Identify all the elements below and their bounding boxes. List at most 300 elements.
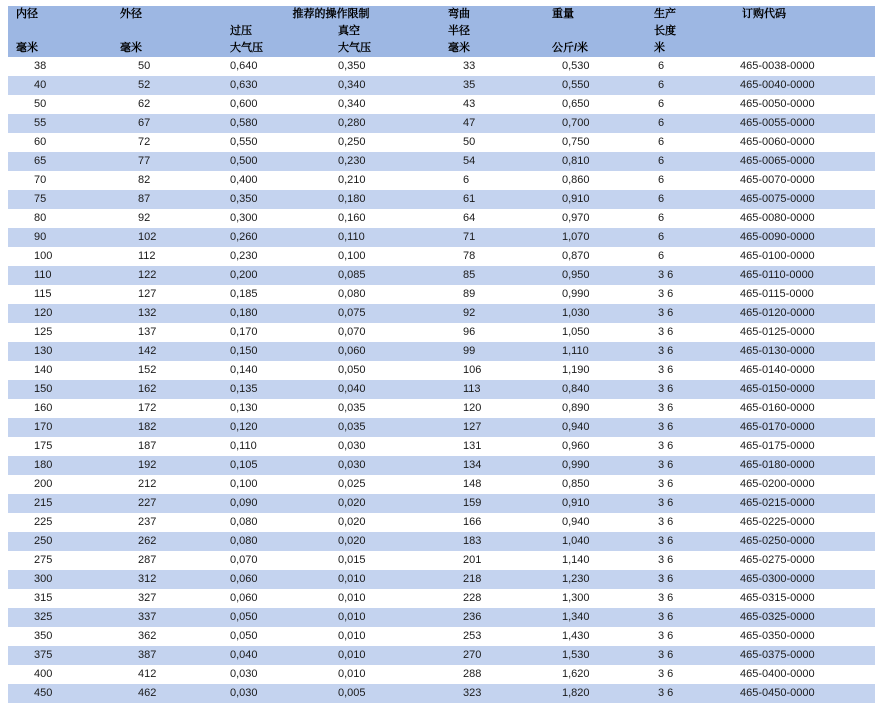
table-row [8,285,875,304]
cell-vacuum: 0,010 [330,608,440,627]
cell-outer-diameter: 62 [112,95,222,114]
cell-order-code: 465-0080-0000 [734,209,875,228]
cell-bend-radius: 166 [440,513,544,532]
cell-vacuum: 0,085 [330,266,440,285]
cell-order-code: 465-0180-0000 [734,456,875,475]
cell-outer-diameter: 142 [112,342,222,361]
cell-inner-diameter: 60 [8,133,112,152]
cell-outer-diameter: 237 [112,513,222,532]
cell-inner-diameter: 315 [8,589,112,608]
table-row [8,570,875,589]
cell-vacuum: 0,100 [330,247,440,266]
table-row [8,76,875,95]
cell-inner-diameter: 70 [8,171,112,190]
cell-inner-diameter: 350 [8,627,112,646]
cell-weight: 1,820 [544,684,646,703]
cell-weight: 1,620 [544,665,646,684]
header-row-2 [8,23,875,40]
cell-overpressure: 0,060 [222,589,330,608]
cell-bend-radius: 50 [440,133,544,152]
cell-bend-radius: 288 [440,665,544,684]
cell-vacuum: 0,030 [330,456,440,475]
cell-overpressure: 0,135 [222,380,330,399]
cell-length: 3 6 [646,456,734,475]
cell-vacuum: 0,030 [330,437,440,456]
cell-overpressure: 0,150 [222,342,330,361]
unit-length-m: 米 [646,40,734,57]
cell-vacuum: 0,210 [330,171,440,190]
cell-bend-radius: 64 [440,209,544,228]
unit-overpressure-atm: 大气压 [222,40,330,57]
cell-length: 3 6 [646,684,734,703]
cell-overpressure: 0,070 [222,551,330,570]
table-row [8,228,875,247]
cell-overpressure: 0,030 [222,665,330,684]
cell-outer-diameter: 72 [112,133,222,152]
cell-length: 3 6 [646,627,734,646]
spec-table [8,6,875,703]
cell-vacuum: 0,180 [330,190,440,209]
cell-weight: 0,990 [544,456,646,475]
cell-inner-diameter: 300 [8,570,112,589]
cell-inner-diameter: 170 [8,418,112,437]
cell-order-code: 465-0170-0000 [734,418,875,437]
cell-inner-diameter: 250 [8,532,112,551]
cell-vacuum: 0,025 [330,475,440,494]
table-row [8,494,875,513]
cell-overpressure: 0,230 [222,247,330,266]
table-row [8,475,875,494]
cell-bend-radius: 43 [440,95,544,114]
cell-length: 6 [646,228,734,247]
cell-length: 3 6 [646,418,734,437]
header-bend: 弯曲 [440,6,544,23]
cell-inner-diameter: 225 [8,513,112,532]
table-row [8,304,875,323]
cell-outer-diameter: 52 [112,76,222,95]
cell-vacuum: 0,010 [330,665,440,684]
cell-overpressure: 0,050 [222,608,330,627]
header-row-1 [8,6,875,23]
table-row [8,608,875,627]
cell-order-code: 465-0350-0000 [734,627,875,646]
cell-outer-diameter: 92 [112,209,222,228]
cell-order-code: 465-0300-0000 [734,570,875,589]
cell-weight: 1,070 [544,228,646,247]
header-length: 长度 [646,23,734,40]
cell-inner-diameter: 175 [8,437,112,456]
cell-overpressure: 0,030 [222,684,330,703]
cell-bend-radius: 99 [440,342,544,361]
table-row [8,646,875,665]
cell-order-code: 465-0125-0000 [734,323,875,342]
cell-outer-diameter: 182 [112,418,222,437]
table-row [8,665,875,684]
cell-bend-radius: 148 [440,475,544,494]
cell-overpressure: 0,550 [222,133,330,152]
cell-overpressure: 0,080 [222,513,330,532]
cell-length: 6 [646,133,734,152]
cell-outer-diameter: 187 [112,437,222,456]
table-row [8,323,875,342]
cell-bend-radius: 323 [440,684,544,703]
cell-outer-diameter: 87 [112,190,222,209]
cell-overpressure: 0,500 [222,152,330,171]
table-row [8,114,875,133]
cell-order-code: 465-0090-0000 [734,228,875,247]
cell-weight: 1,140 [544,551,646,570]
cell-bend-radius: 33 [440,57,544,76]
cell-vacuum: 0,340 [330,76,440,95]
cell-outer-diameter: 112 [112,247,222,266]
cell-order-code: 465-0400-0000 [734,665,875,684]
cell-weight: 0,700 [544,114,646,133]
cell-outer-diameter: 362 [112,627,222,646]
cell-overpressure: 0,200 [222,266,330,285]
header-radius: 半径 [440,23,544,40]
cell-order-code: 465-0325-0000 [734,608,875,627]
cell-bend-radius: 253 [440,627,544,646]
table-row [8,247,875,266]
header-order-code: 订购代码 [734,6,875,23]
cell-outer-diameter: 127 [112,285,222,304]
cell-vacuum: 0,340 [330,95,440,114]
table-row [8,152,875,171]
cell-length: 3 6 [646,532,734,551]
table-row [8,589,875,608]
cell-vacuum: 0,040 [330,380,440,399]
cell-order-code: 465-0315-0000 [734,589,875,608]
table-row [8,437,875,456]
cell-order-code: 465-0110-0000 [734,266,875,285]
cell-length: 3 6 [646,589,734,608]
cell-outer-diameter: 172 [112,399,222,418]
cell-outer-diameter: 192 [112,456,222,475]
cell-inner-diameter: 115 [8,285,112,304]
cell-order-code: 465-0225-0000 [734,513,875,532]
cell-length: 3 6 [646,342,734,361]
cell-overpressure: 0,260 [222,228,330,247]
table-body [8,57,875,703]
cell-weight: 0,750 [544,133,646,152]
cell-weight: 1,230 [544,570,646,589]
cell-overpressure: 0,105 [222,456,330,475]
cell-order-code: 465-0040-0000 [734,76,875,95]
cell-bend-radius: 113 [440,380,544,399]
cell-order-code: 465-0075-0000 [734,190,875,209]
cell-inner-diameter: 90 [8,228,112,247]
table-row [8,418,875,437]
cell-inner-diameter: 160 [8,399,112,418]
cell-vacuum: 0,015 [330,551,440,570]
cell-outer-diameter: 67 [112,114,222,133]
cell-inner-diameter: 65 [8,152,112,171]
cell-inner-diameter: 40 [8,76,112,95]
cell-order-code: 465-0450-0000 [734,684,875,703]
cell-outer-diameter: 412 [112,665,222,684]
cell-bend-radius: 71 [440,228,544,247]
unit-vacuum-atm: 大气压 [330,40,440,57]
cell-inner-diameter: 38 [8,57,112,76]
cell-vacuum: 0,020 [330,494,440,513]
cell-weight: 1,050 [544,323,646,342]
cell-weight: 0,530 [544,57,646,76]
cell-vacuum: 0,010 [330,589,440,608]
unit-weight: 公斤/米 [544,40,646,57]
cell-outer-diameter: 312 [112,570,222,589]
cell-outer-diameter: 212 [112,475,222,494]
cell-bend-radius: 85 [440,266,544,285]
cell-vacuum: 0,010 [330,570,440,589]
cell-outer-diameter: 337 [112,608,222,627]
cell-weight: 0,970 [544,209,646,228]
header-row-3 [8,40,875,57]
cell-inner-diameter: 110 [8,266,112,285]
table-row [8,684,875,703]
cell-overpressure: 0,050 [222,627,330,646]
cell-weight: 0,810 [544,152,646,171]
cell-length: 3 6 [646,475,734,494]
cell-overpressure: 0,185 [222,285,330,304]
cell-bend-radius: 92 [440,304,544,323]
cell-vacuum: 0,020 [330,532,440,551]
cell-order-code: 465-0140-0000 [734,361,875,380]
cell-vacuum: 0,035 [330,399,440,418]
cell-bend-radius: 106 [440,361,544,380]
cell-bend-radius: 183 [440,532,544,551]
cell-inner-diameter: 120 [8,304,112,323]
cell-order-code: 465-0100-0000 [734,247,875,266]
cell-length: 3 6 [646,437,734,456]
cell-outer-diameter: 387 [112,646,222,665]
cell-outer-diameter: 262 [112,532,222,551]
cell-overpressure: 0,180 [222,304,330,323]
table-row [8,171,875,190]
table-row [8,361,875,380]
cell-weight: 1,530 [544,646,646,665]
cell-bend-radius: 131 [440,437,544,456]
cell-order-code: 465-0200-0000 [734,475,875,494]
cell-length: 6 [646,114,734,133]
cell-overpressure: 0,140 [222,361,330,380]
cell-length: 6 [646,95,734,114]
cell-outer-diameter: 327 [112,589,222,608]
cell-length: 6 [646,190,734,209]
cell-length: 3 6 [646,551,734,570]
cell-length: 3 6 [646,304,734,323]
cell-vacuum: 0,080 [330,285,440,304]
cell-bend-radius: 201 [440,551,544,570]
cell-vacuum: 0,060 [330,342,440,361]
cell-order-code: 465-0375-0000 [734,646,875,665]
cell-order-code: 465-0120-0000 [734,304,875,323]
cell-order-code: 465-0050-0000 [734,95,875,114]
cell-weight: 0,910 [544,190,646,209]
cell-order-code: 465-0038-0000 [734,57,875,76]
cell-weight: 0,940 [544,513,646,532]
cell-bend-radius: 159 [440,494,544,513]
cell-weight: 0,870 [544,247,646,266]
cell-outer-diameter: 132 [112,304,222,323]
cell-length: 3 6 [646,570,734,589]
cell-inner-diameter: 140 [8,361,112,380]
cell-overpressure: 0,130 [222,399,330,418]
cell-length: 3 6 [646,608,734,627]
cell-inner-diameter: 400 [8,665,112,684]
cell-order-code: 465-0215-0000 [734,494,875,513]
cell-outer-diameter: 152 [112,361,222,380]
cell-vacuum: 0,020 [330,513,440,532]
cell-length: 3 6 [646,323,734,342]
cell-inner-diameter: 200 [8,475,112,494]
cell-overpressure: 0,630 [222,76,330,95]
cell-overpressure: 0,350 [222,190,330,209]
cell-bend-radius: 228 [440,589,544,608]
cell-bend-radius: 89 [440,285,544,304]
cell-weight: 0,860 [544,171,646,190]
table-row [8,266,875,285]
cell-length: 3 6 [646,646,734,665]
cell-bend-radius: 120 [440,399,544,418]
cell-weight: 0,550 [544,76,646,95]
cell-inner-diameter: 130 [8,342,112,361]
cell-length: 6 [646,152,734,171]
cell-weight: 1,040 [544,532,646,551]
cell-order-code: 465-0070-0000 [734,171,875,190]
cell-inner-diameter: 50 [8,95,112,114]
cell-vacuum: 0,070 [330,323,440,342]
cell-bend-radius: 218 [440,570,544,589]
cell-inner-diameter: 180 [8,456,112,475]
cell-inner-diameter: 215 [8,494,112,513]
unit-inner-mm: 毫米 [8,40,112,57]
cell-bend-radius: 236 [440,608,544,627]
cell-order-code: 465-0130-0000 [734,342,875,361]
cell-outer-diameter: 82 [112,171,222,190]
cell-overpressure: 0,110 [222,437,330,456]
cell-length: 6 [646,76,734,95]
cell-bend-radius: 47 [440,114,544,133]
cell-length: 3 6 [646,380,734,399]
cell-outer-diameter: 122 [112,266,222,285]
cell-length: 3 6 [646,361,734,380]
cell-length: 3 6 [646,266,734,285]
cell-vacuum: 0,110 [330,228,440,247]
cell-weight: 1,110 [544,342,646,361]
cell-overpressure: 0,120 [222,418,330,437]
cell-inner-diameter: 150 [8,380,112,399]
cell-vacuum: 0,280 [330,114,440,133]
cell-overpressure: 0,400 [222,171,330,190]
cell-vacuum: 0,350 [330,57,440,76]
cell-overpressure: 0,090 [222,494,330,513]
cell-outer-diameter: 102 [112,228,222,247]
header-outer-diameter: 外径 [112,6,222,23]
cell-vacuum: 0,250 [330,133,440,152]
unit-outer-mm: 毫米 [112,40,222,57]
cell-weight: 0,840 [544,380,646,399]
cell-bend-radius: 54 [440,152,544,171]
cell-bend-radius: 61 [440,190,544,209]
header-operating-limits: 推荐的操作限制 [222,6,440,23]
cell-weight: 0,960 [544,437,646,456]
table-row [8,133,875,152]
cell-outer-diameter: 137 [112,323,222,342]
cell-inner-diameter: 375 [8,646,112,665]
table-row [8,57,875,76]
cell-vacuum: 0,010 [330,627,440,646]
cell-weight: 0,650 [544,95,646,114]
table-row [8,627,875,646]
table-row [8,209,875,228]
cell-overpressure: 0,640 [222,57,330,76]
cell-order-code: 465-0250-0000 [734,532,875,551]
cell-order-code: 465-0115-0000 [734,285,875,304]
header-production: 生产 [646,6,734,23]
cell-length: 3 6 [646,285,734,304]
table-row [8,190,875,209]
cell-weight: 1,300 [544,589,646,608]
cell-inner-diameter: 75 [8,190,112,209]
header-inner-diameter: 内径 [8,6,112,23]
cell-bend-radius: 127 [440,418,544,437]
cell-overpressure: 0,080 [222,532,330,551]
header-weight: 重量 [544,6,646,23]
cell-vacuum: 0,160 [330,209,440,228]
cell-length: 3 6 [646,399,734,418]
cell-overpressure: 0,300 [222,209,330,228]
cell-inner-diameter: 325 [8,608,112,627]
table-header [8,6,875,57]
cell-length: 6 [646,171,734,190]
table-row [8,380,875,399]
cell-vacuum: 0,035 [330,418,440,437]
cell-overpressure: 0,060 [222,570,330,589]
cell-order-code: 465-0175-0000 [734,437,875,456]
header-vacuum: 真空 [330,23,440,40]
cell-inner-diameter: 125 [8,323,112,342]
unit-radius-mm: 毫米 [440,40,544,57]
cell-order-code: 465-0150-0000 [734,380,875,399]
cell-outer-diameter: 462 [112,684,222,703]
cell-weight: 1,340 [544,608,646,627]
cell-length: 3 6 [646,494,734,513]
cell-weight: 0,950 [544,266,646,285]
cell-length: 6 [646,57,734,76]
cell-weight: 0,990 [544,285,646,304]
cell-inner-diameter: 450 [8,684,112,703]
cell-inner-diameter: 100 [8,247,112,266]
cell-bend-radius: 78 [440,247,544,266]
cell-vacuum: 0,005 [330,684,440,703]
cell-weight: 0,850 [544,475,646,494]
cell-order-code: 465-0060-0000 [734,133,875,152]
cell-bend-radius: 96 [440,323,544,342]
cell-bend-radius: 6 [440,171,544,190]
cell-overpressure: 0,040 [222,646,330,665]
cell-inner-diameter: 275 [8,551,112,570]
header-overpressure: 过压 [222,23,330,40]
cell-overpressure: 0,170 [222,323,330,342]
cell-inner-diameter: 80 [8,209,112,228]
cell-length: 6 [646,247,734,266]
cell-outer-diameter: 227 [112,494,222,513]
cell-outer-diameter: 50 [112,57,222,76]
cell-bend-radius: 134 [440,456,544,475]
cell-overpressure: 0,580 [222,114,330,133]
cell-inner-diameter: 55 [8,114,112,133]
cell-weight: 1,030 [544,304,646,323]
